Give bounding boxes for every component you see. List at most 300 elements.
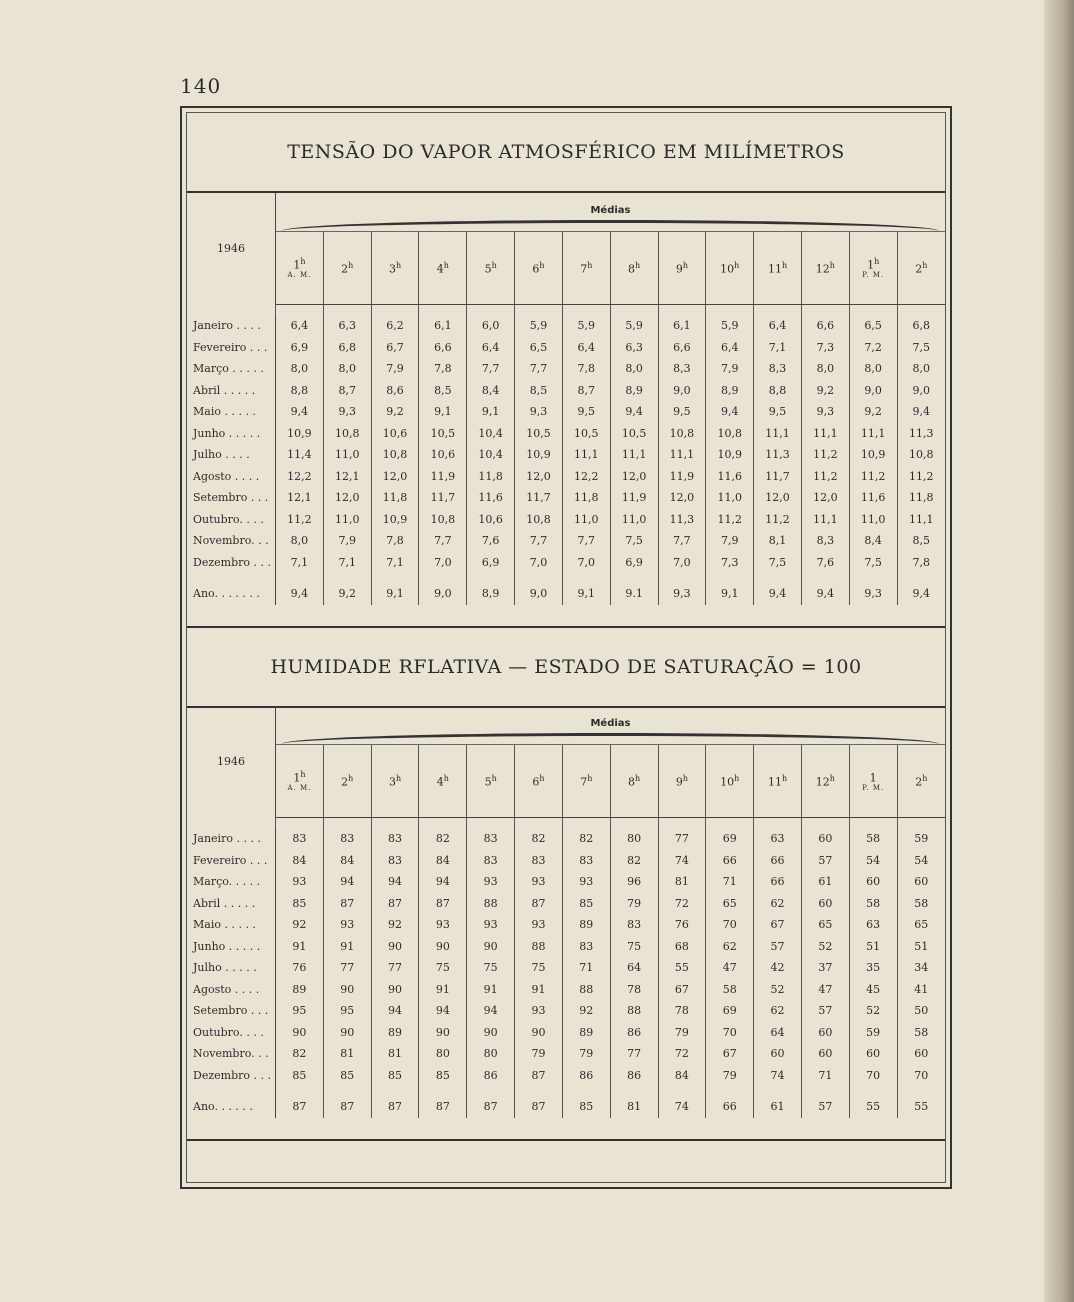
value-cell: 7,0 bbox=[515, 552, 563, 574]
value-cell: 93 bbox=[515, 914, 563, 936]
value-cell: 8,3 bbox=[801, 530, 849, 552]
value-cell: 88 bbox=[467, 893, 515, 915]
annual-value-cell: 87 bbox=[371, 1096, 419, 1118]
spacer-cell bbox=[897, 818, 945, 829]
value-cell: 11,1 bbox=[562, 444, 610, 466]
hour-header bbox=[610, 232, 658, 305]
hour-number: 4 bbox=[436, 775, 444, 789]
hour-suffix: h bbox=[300, 256, 306, 266]
value-cell: 8,8 bbox=[754, 380, 802, 402]
value-cell: 8,4 bbox=[467, 380, 515, 402]
gap-cell bbox=[187, 573, 276, 583]
gap-row bbox=[187, 1086, 945, 1096]
hour-number: 1 bbox=[293, 771, 301, 785]
value-cell: 11,1 bbox=[849, 423, 897, 445]
value-cell: 83 bbox=[323, 828, 371, 850]
hour-number: 12 bbox=[815, 775, 830, 789]
spacer-cell bbox=[467, 305, 515, 316]
month-label: Dezembro . . . bbox=[187, 1065, 276, 1087]
spacer-cell bbox=[515, 305, 563, 316]
value-cell: 11,2 bbox=[849, 466, 897, 488]
value-cell: 9,4 bbox=[276, 401, 324, 423]
value-cell: 10,6 bbox=[371, 423, 419, 445]
spacer-cell bbox=[801, 818, 849, 829]
value-cell: 10,8 bbox=[419, 509, 467, 531]
value-cell: 11,6 bbox=[706, 466, 754, 488]
annual-value-cell: 9,3 bbox=[849, 583, 897, 605]
value-cell: 8,8 bbox=[276, 380, 324, 402]
value-cell: 10,9 bbox=[371, 509, 419, 531]
value-cell: 86 bbox=[467, 1065, 515, 1087]
month-label: Agosto . . . . bbox=[187, 466, 276, 488]
table-row bbox=[187, 828, 945, 850]
value-cell: 9,1 bbox=[419, 401, 467, 423]
hour-number: 12 bbox=[815, 262, 830, 276]
spacer-cell bbox=[371, 305, 419, 316]
annual-value-cell: 74 bbox=[658, 1096, 706, 1118]
value-cell: 70 bbox=[897, 1065, 945, 1087]
month-label: Junho . . . . . bbox=[187, 936, 276, 958]
value-cell: 7,1 bbox=[276, 552, 324, 574]
value-cell: 11,1 bbox=[658, 444, 706, 466]
value-cell: 60 bbox=[849, 871, 897, 893]
month-label: Fevereiro . . . bbox=[187, 337, 276, 359]
vapor-table bbox=[187, 193, 945, 605]
value-cell: 11,2 bbox=[897, 466, 945, 488]
table-frame-inner bbox=[186, 112, 946, 1183]
gap-cell bbox=[706, 1086, 754, 1096]
value-cell: 75 bbox=[467, 957, 515, 979]
value-cell: 90 bbox=[323, 1022, 371, 1044]
value-cell: 8,5 bbox=[897, 530, 945, 552]
hour-suffix: h bbox=[682, 773, 688, 783]
value-cell: 8,3 bbox=[658, 358, 706, 380]
value-cell: 11,0 bbox=[706, 487, 754, 509]
hour-header bbox=[801, 745, 849, 818]
header-row-hours bbox=[187, 745, 945, 818]
hour-header bbox=[371, 232, 419, 305]
gap-cell bbox=[323, 573, 371, 583]
hour-suffix: h bbox=[587, 773, 593, 783]
table-row bbox=[187, 893, 945, 915]
value-cell: 90 bbox=[323, 979, 371, 1001]
table-row bbox=[187, 423, 945, 445]
value-cell: 65 bbox=[897, 914, 945, 936]
value-cell: 8,3 bbox=[754, 358, 802, 380]
value-cell: 6,2 bbox=[371, 315, 419, 337]
value-cell: 95 bbox=[276, 1000, 324, 1022]
value-cell: 81 bbox=[323, 1043, 371, 1065]
month-label: Novembro. . . bbox=[187, 530, 276, 552]
gap-cell bbox=[754, 1086, 802, 1096]
value-cell: 7,7 bbox=[562, 530, 610, 552]
value-cell: 11,1 bbox=[754, 423, 802, 445]
value-cell: 47 bbox=[706, 957, 754, 979]
value-cell: 6,8 bbox=[897, 315, 945, 337]
hour-header bbox=[610, 745, 658, 818]
value-cell: 84 bbox=[658, 1065, 706, 1087]
annual-row bbox=[187, 583, 945, 605]
month-label: Setembro . . . bbox=[187, 1000, 276, 1022]
value-cell: 85 bbox=[323, 1065, 371, 1087]
value-cell: 11,1 bbox=[801, 509, 849, 531]
value-cell: 79 bbox=[658, 1022, 706, 1044]
gap-cell bbox=[187, 1086, 276, 1096]
value-cell: 75 bbox=[515, 957, 563, 979]
humidity-table-block bbox=[187, 706, 945, 1138]
annual-value-cell: 9,3 bbox=[658, 583, 706, 605]
value-cell: 50 bbox=[897, 1000, 945, 1022]
value-cell: 59 bbox=[849, 1022, 897, 1044]
spacer-cell bbox=[562, 818, 610, 829]
value-cell: 6,1 bbox=[658, 315, 706, 337]
hour-number: 5 bbox=[484, 262, 492, 276]
value-cell: 7,1 bbox=[323, 552, 371, 574]
value-cell: 77 bbox=[323, 957, 371, 979]
value-cell: 7,7 bbox=[419, 530, 467, 552]
month-label: Julho . . . . . bbox=[187, 957, 276, 979]
value-cell: 12,1 bbox=[276, 487, 324, 509]
annual-value-cell: 9,1 bbox=[371, 583, 419, 605]
value-cell: 11,3 bbox=[897, 423, 945, 445]
hour-suffix: h bbox=[635, 260, 641, 270]
value-cell: 87 bbox=[515, 1065, 563, 1087]
ampm-label: A. M. bbox=[287, 784, 312, 793]
year-header: 1946 bbox=[187, 193, 276, 305]
value-cell: 92 bbox=[371, 914, 419, 936]
table-row bbox=[187, 444, 945, 466]
value-cell: 6,8 bbox=[323, 337, 371, 359]
value-cell: 6,9 bbox=[610, 552, 658, 574]
value-cell: 11,7 bbox=[515, 487, 563, 509]
value-cell: 57 bbox=[801, 1000, 849, 1022]
value-cell: 85 bbox=[562, 893, 610, 915]
month-label: Junho . . . . . bbox=[187, 423, 276, 445]
value-cell: 77 bbox=[371, 957, 419, 979]
value-cell: 65 bbox=[706, 893, 754, 915]
value-cell: 8,1 bbox=[754, 530, 802, 552]
section-title-humidity: HUMIDADE RFLATIVA — ESTADO DE SATURAÇÃO = 100 bbox=[187, 626, 945, 708]
value-cell: 92 bbox=[562, 1000, 610, 1022]
value-cell: 7,8 bbox=[897, 552, 945, 574]
value-cell: 66 bbox=[754, 871, 802, 893]
hour-number: 1 bbox=[869, 771, 877, 785]
value-cell: 84 bbox=[323, 850, 371, 872]
spacer-cell bbox=[467, 818, 515, 829]
value-cell: 10,4 bbox=[467, 444, 515, 466]
table-row bbox=[187, 552, 945, 574]
hour-header bbox=[562, 745, 610, 818]
month-label: Dezembro . . . bbox=[187, 552, 276, 574]
value-cell: 10,8 bbox=[323, 423, 371, 445]
value-cell: 64 bbox=[754, 1022, 802, 1044]
value-cell: 11,0 bbox=[849, 509, 897, 531]
value-cell: 83 bbox=[371, 850, 419, 872]
value-cell: 10,5 bbox=[610, 423, 658, 445]
gap-cell bbox=[562, 573, 610, 583]
medias-label: Médias bbox=[590, 718, 631, 729]
gap-cell bbox=[515, 573, 563, 583]
table-row bbox=[187, 358, 945, 380]
value-cell: 82 bbox=[562, 828, 610, 850]
annual-value-cell: 8,9 bbox=[467, 583, 515, 605]
annual-value-cell: 9,4 bbox=[276, 583, 324, 605]
month-label: Outubro. . . . bbox=[187, 1022, 276, 1044]
table-row bbox=[187, 509, 945, 531]
value-cell: 7,9 bbox=[371, 358, 419, 380]
value-cell: 93 bbox=[419, 914, 467, 936]
annual-value-cell: 9,0 bbox=[515, 583, 563, 605]
hour-header bbox=[323, 232, 371, 305]
value-cell: 94 bbox=[419, 1000, 467, 1022]
value-cell: 75 bbox=[419, 957, 467, 979]
value-cell: 57 bbox=[754, 936, 802, 958]
hour-number: 10 bbox=[720, 262, 735, 276]
value-cell: 78 bbox=[658, 1000, 706, 1022]
table-row bbox=[187, 1043, 945, 1065]
value-cell: 82 bbox=[515, 828, 563, 850]
gap-cell bbox=[419, 573, 467, 583]
hour-header bbox=[276, 745, 324, 818]
page-number: 140 bbox=[180, 74, 222, 98]
value-cell: 10,8 bbox=[897, 444, 945, 466]
value-cell: 7,7 bbox=[515, 530, 563, 552]
value-cell: 75 bbox=[610, 936, 658, 958]
value-cell: 11,8 bbox=[371, 487, 419, 509]
value-cell: 91 bbox=[467, 979, 515, 1001]
value-cell: 70 bbox=[849, 1065, 897, 1087]
value-cell: 11,3 bbox=[658, 509, 706, 531]
spacer-row bbox=[187, 305, 945, 316]
value-cell: 85 bbox=[276, 1065, 324, 1087]
hour-number: 2 bbox=[341, 262, 349, 276]
value-cell: 65 bbox=[801, 914, 849, 936]
value-cell: 91 bbox=[419, 979, 467, 1001]
value-cell: 52 bbox=[801, 936, 849, 958]
value-cell: 94 bbox=[467, 1000, 515, 1022]
value-cell: 11,2 bbox=[754, 509, 802, 531]
annual-value-cell: 66 bbox=[706, 1096, 754, 1118]
value-cell: 7,7 bbox=[467, 358, 515, 380]
value-cell: 67 bbox=[754, 914, 802, 936]
value-cell: 12,0 bbox=[801, 487, 849, 509]
value-cell: 81 bbox=[658, 871, 706, 893]
month-label: Fevereiro . . . bbox=[187, 850, 276, 872]
value-cell: 96 bbox=[610, 871, 658, 893]
value-cell: 83 bbox=[562, 850, 610, 872]
hour-header bbox=[515, 232, 563, 305]
ampm-label: P. M. bbox=[862, 271, 885, 280]
value-cell: 89 bbox=[562, 914, 610, 936]
hour-header bbox=[849, 232, 897, 305]
value-cell: 85 bbox=[371, 1065, 419, 1087]
annual-value-cell: 81 bbox=[610, 1096, 658, 1118]
value-cell: 8,0 bbox=[276, 530, 324, 552]
value-cell: 11,2 bbox=[706, 509, 754, 531]
value-cell: 6,1 bbox=[419, 315, 467, 337]
spacer-cell bbox=[371, 818, 419, 829]
hour-suffix: h bbox=[348, 260, 354, 270]
spacer-cell bbox=[849, 818, 897, 829]
value-cell: 7,6 bbox=[801, 552, 849, 574]
value-cell: 9,0 bbox=[849, 380, 897, 402]
hour-number: 2 bbox=[915, 262, 923, 276]
table-row bbox=[187, 466, 945, 488]
value-cell: 52 bbox=[754, 979, 802, 1001]
table-row bbox=[187, 487, 945, 509]
value-cell: 6,6 bbox=[419, 337, 467, 359]
hour-header bbox=[897, 745, 945, 818]
hour-header bbox=[467, 232, 515, 305]
value-cell: 8,7 bbox=[562, 380, 610, 402]
hour-header bbox=[323, 745, 371, 818]
hour-number: 11 bbox=[767, 775, 782, 789]
table-row bbox=[187, 337, 945, 359]
spacer-cell bbox=[419, 818, 467, 829]
annual-label: Ano. . . . . . bbox=[187, 1096, 276, 1118]
value-cell: 11,7 bbox=[754, 466, 802, 488]
hour-suffix: h bbox=[829, 260, 835, 270]
value-cell: 7,6 bbox=[467, 530, 515, 552]
table-row bbox=[187, 871, 945, 893]
gap-cell bbox=[467, 573, 515, 583]
value-cell: 8,6 bbox=[371, 380, 419, 402]
year-header: 1946 bbox=[187, 706, 276, 818]
ampm-label: P. M. bbox=[862, 784, 885, 793]
gap-cell bbox=[276, 573, 324, 583]
value-cell: 6,4 bbox=[467, 337, 515, 359]
month-label: Abril . . . . . bbox=[187, 893, 276, 915]
value-cell: 7,5 bbox=[849, 552, 897, 574]
value-cell: 12,1 bbox=[323, 466, 371, 488]
table-row bbox=[187, 315, 945, 337]
month-label: Novembro. . . bbox=[187, 1043, 276, 1065]
table-row bbox=[187, 1022, 945, 1044]
table-frame bbox=[180, 106, 952, 1189]
hour-suffix: h bbox=[829, 773, 835, 783]
value-cell: 62 bbox=[754, 893, 802, 915]
value-cell: 11,1 bbox=[897, 509, 945, 531]
value-cell: 93 bbox=[467, 914, 515, 936]
value-cell: 86 bbox=[562, 1065, 610, 1087]
value-cell: 11,6 bbox=[467, 487, 515, 509]
value-cell: 11,3 bbox=[754, 444, 802, 466]
value-cell: 60 bbox=[801, 1022, 849, 1044]
hour-header bbox=[754, 232, 802, 305]
annual-value-cell: 9,0 bbox=[419, 583, 467, 605]
annual-row bbox=[187, 1096, 945, 1118]
value-cell: 52 bbox=[849, 1000, 897, 1022]
table-row bbox=[187, 957, 945, 979]
spacer-cell bbox=[562, 305, 610, 316]
hour-number: 4 bbox=[436, 262, 444, 276]
spacer-cell bbox=[323, 818, 371, 829]
table-row bbox=[187, 1000, 945, 1022]
value-cell: 88 bbox=[515, 936, 563, 958]
header-row-medias bbox=[187, 706, 945, 745]
hour-suffix: h bbox=[539, 260, 545, 270]
spacer-cell bbox=[187, 818, 276, 829]
hour-suffix: h bbox=[395, 260, 402, 270]
gap-cell bbox=[754, 573, 802, 583]
value-cell: 76 bbox=[276, 957, 324, 979]
brace-line bbox=[282, 220, 939, 231]
hour-suffix: h bbox=[874, 256, 880, 266]
value-cell: 11,9 bbox=[419, 466, 467, 488]
value-cell: 87 bbox=[515, 893, 563, 915]
value-cell: 12,2 bbox=[276, 466, 324, 488]
annual-value-cell: 61 bbox=[754, 1096, 802, 1118]
spacer-cell bbox=[610, 305, 658, 316]
value-cell: 5,9 bbox=[562, 315, 610, 337]
value-cell: 66 bbox=[706, 850, 754, 872]
value-cell: 10,8 bbox=[706, 423, 754, 445]
value-cell: 90 bbox=[515, 1022, 563, 1044]
value-cell: 8,5 bbox=[419, 380, 467, 402]
value-cell: 74 bbox=[754, 1065, 802, 1087]
value-cell: 7,8 bbox=[371, 530, 419, 552]
value-cell: 88 bbox=[562, 979, 610, 1001]
hour-header bbox=[706, 745, 754, 818]
value-cell: 61 bbox=[801, 871, 849, 893]
value-cell: 7,5 bbox=[610, 530, 658, 552]
value-cell: 60 bbox=[801, 1043, 849, 1065]
annual-value-cell: 87 bbox=[276, 1096, 324, 1118]
annual-value-cell: 85 bbox=[562, 1096, 610, 1118]
annual-value-cell: 9,4 bbox=[754, 583, 802, 605]
value-cell: 64 bbox=[610, 957, 658, 979]
value-cell: 84 bbox=[419, 850, 467, 872]
gap-cell bbox=[706, 573, 754, 583]
value-cell: 8,0 bbox=[610, 358, 658, 380]
value-cell: 59 bbox=[897, 828, 945, 850]
hour-suffix: h bbox=[781, 260, 788, 270]
value-cell: 11,8 bbox=[897, 487, 945, 509]
value-cell: 92 bbox=[276, 914, 324, 936]
hour-header bbox=[467, 745, 515, 818]
annual-value-cell: 87 bbox=[419, 1096, 467, 1118]
hour-number: 1 bbox=[867, 258, 875, 272]
value-cell: 58 bbox=[849, 893, 897, 915]
gap-cell bbox=[658, 1086, 706, 1096]
gap-cell bbox=[610, 1086, 658, 1096]
value-cell: 7,2 bbox=[849, 337, 897, 359]
value-cell: 63 bbox=[849, 914, 897, 936]
value-cell: 94 bbox=[371, 1000, 419, 1022]
spacer-cell bbox=[658, 305, 706, 316]
value-cell: 11,8 bbox=[467, 466, 515, 488]
value-cell: 86 bbox=[610, 1022, 658, 1044]
value-cell: 90 bbox=[467, 936, 515, 958]
spacer-cell bbox=[419, 305, 467, 316]
spacer-cell bbox=[897, 305, 945, 316]
spacer-cell bbox=[515, 818, 563, 829]
value-cell: 79 bbox=[706, 1065, 754, 1087]
hour-header bbox=[658, 745, 706, 818]
value-cell: 94 bbox=[371, 871, 419, 893]
value-cell: 91 bbox=[323, 936, 371, 958]
month-label: Janeiro . . . . bbox=[187, 315, 276, 337]
humidity-table bbox=[187, 706, 945, 1118]
value-cell: 9,4 bbox=[706, 401, 754, 423]
value-cell: 6,6 bbox=[801, 315, 849, 337]
value-cell: 77 bbox=[658, 828, 706, 850]
value-cell: 62 bbox=[754, 1000, 802, 1022]
value-cell: 58 bbox=[849, 828, 897, 850]
value-cell: 6,3 bbox=[323, 315, 371, 337]
gap-row bbox=[187, 573, 945, 583]
value-cell: 10,8 bbox=[515, 509, 563, 531]
